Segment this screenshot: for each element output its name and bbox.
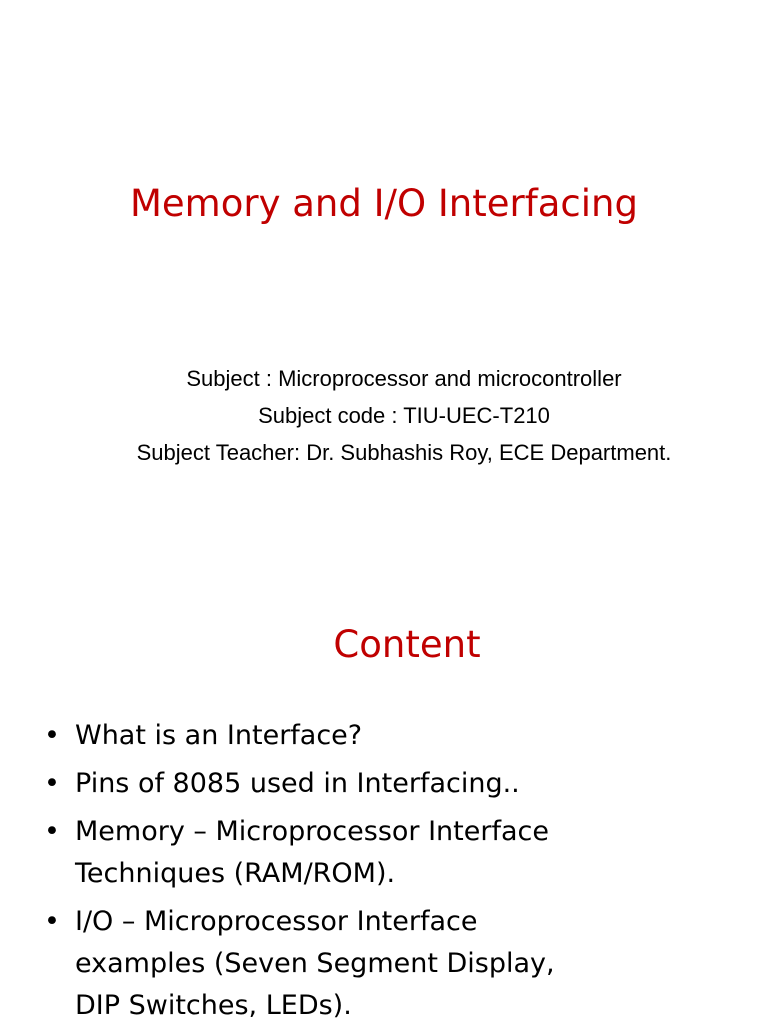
bullet-icon: •	[44, 768, 60, 799]
content-title: Content	[333, 623, 481, 666]
bullet-icon: •	[44, 816, 60, 847]
bullet-icon: •	[44, 720, 60, 751]
subject-code-line: Subject code : TIU-UEC-T210	[258, 403, 550, 428]
content-list	[44, 715, 595, 1033]
list-item-text: Memory – Microprocessor Interface Techniques (RAM/ROM).	[75, 816, 549, 889]
list-item-text: What is an Interface?	[75, 720, 363, 751]
list-item-text: I/O – Microprocessor Interface examples (Seven Segment Display, DIP Switches, LEDs).	[75, 906, 555, 1021]
list-item	[44, 763, 595, 805]
bullet-icon: •	[44, 906, 60, 937]
list-item	[44, 811, 595, 895]
subject-line: Subject : Microprocessor and microcontroller	[186, 366, 622, 391]
content-slide	[0, 576, 768, 1024]
list-item	[44, 901, 595, 1027]
list-item	[44, 715, 595, 757]
subject-teacher-line: Subject Teacher: Dr. Subhashis Roy, ECE Department.	[136, 440, 672, 465]
slide-title: Memory and I/O Interfacing	[130, 182, 638, 225]
list-item-text: Pins of 8085 used in Interfacing..	[75, 768, 520, 799]
subtitle-block	[0, 360, 768, 471]
